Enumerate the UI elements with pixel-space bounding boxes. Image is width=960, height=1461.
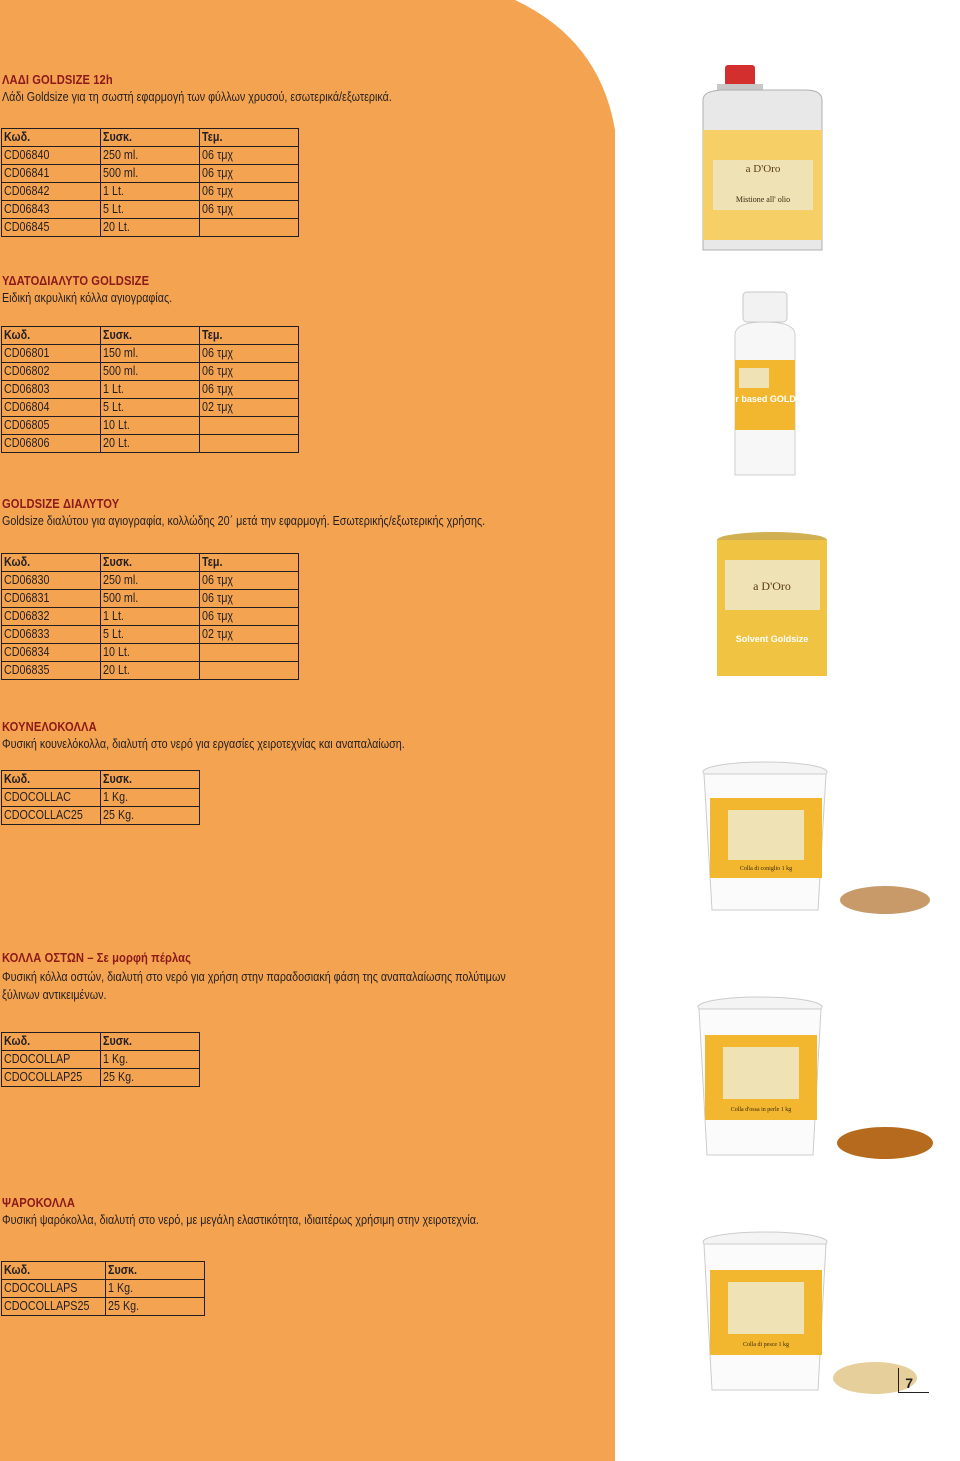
table-row: CD06835 20 Lt. — [2, 662, 299, 680]
product-table: Κωδ. Συσκ. Τεμ. CD06840 250 ml. 06 τμχ CD06841 500 ml. 06 τμχ CD06842 1 Lt. 06 τμχ CD06843 5 Lt. 06 τμχ CD06845 20 Lt. — [1, 128, 299, 237]
bottle-image — [714, 290, 816, 480]
table-row: CD06832 1 Lt. 06 τμχ — [2, 608, 299, 626]
section-title: ΚΟΛΛΑ ΟΣΤΩΝ – Σε μορφή πέρλας — [2, 950, 191, 965]
table-row: CD06842 1 Lt. 06 τμχ — [2, 183, 299, 201]
section-fish-glue — [2, 1195, 557, 1227]
section-description: Φυσική κουνελόκολλα, διαλυτή στο νερό για εργασίες χειροτεχνίας και αναπαλαίωση. — [2, 737, 405, 751]
section-title: GOLDSIZE ΔΙΑΛΥΤΟΥ — [2, 496, 120, 511]
table-row: CDOCOLLAPS 1 Kg. — [2, 1280, 205, 1298]
bucket-bone-glue-image — [695, 995, 945, 1165]
section-description: Λάδι Goldsize για τη σωστή εφαρμογή των φύλλων χρυσού, εσωτερικά/εξωτερικά. — [2, 90, 392, 104]
section-description: Φυσική ψαρόκολλα, διαλυτή στο νερό, με μεγάλη ελαστικότητα, ιδιαιτέρως χρήσιμη στην χειροτεχνία. — [2, 1213, 479, 1227]
table-row: CDOCOLLAC 1 Kg. — [2, 789, 200, 807]
table-row: CD06806 20 Lt. — [2, 435, 299, 453]
bottle-label: Water based GOLDSIZE — [714, 394, 816, 404]
table-row: CD06841 500 ml. 06 τμχ — [2, 165, 299, 183]
section-bone-glue — [2, 950, 602, 1004]
section-goldsize-oil — [2, 72, 455, 104]
table-row: CD06834 10 Lt. — [2, 644, 299, 662]
product-table: Κωδ. Συσκ. Τεμ. CD06830 250 ml. 06 τμχ CD06831 500 ml. 06 τμχ CD06832 1 Lt. 06 τμχ CD06833 5 Lt. 02 τμχ CD06834 10 Lt. CD06835 20 Lt. — [1, 553, 299, 680]
table-row: CD06845 20 Lt. — [2, 219, 299, 237]
can-brand: a D'Oro — [745, 163, 781, 175]
table-row: CD06805 10 Lt. — [2, 417, 299, 435]
table-row: CD06803 1 Lt. 06 τμχ — [2, 381, 299, 399]
section-description: Φυσική κόλλα οστών, διαλυτή στο νερό για χρήση στην παραδοσιακή φάση της αναπαλαίωσης πολύτιμων ξύλινων αντικειμένων. — [2, 970, 506, 1002]
section-description: Goldsize διαλύτου για αγιογραφία, κολλώδης 20΄ μετά την εφαρμογή. Εσωτερικής/εξωτερικής χρήσης. — [2, 514, 486, 528]
tin-image — [715, 530, 830, 680]
svg-text:a D'Oro: a D'Oro — [753, 579, 791, 593]
product-table: Κωδ. Συσκ. CDOCOLLAPS 1 Kg. CDOCOLLAPS25 25 Kg. — [1, 1261, 205, 1316]
table-row: CD06831 500 ml. 06 τμχ — [2, 590, 299, 608]
bucket-rabbit-glue-image — [700, 760, 940, 920]
table-row: CD06801 150 ml. 06 τμχ — [2, 345, 299, 363]
table-row: CD06830 250 ml. 06 τμχ — [2, 572, 299, 590]
section-description: Ειδική ακρυλική κόλλα αγιογραφίας. — [2, 291, 173, 305]
table-row: CD06843 5 Lt. 06 τμχ — [2, 201, 299, 219]
oil-can-image — [695, 60, 830, 260]
product-table: Κωδ. Συσκ. Τεμ. CD06801 150 ml. 06 τμχ CD06802 500 ml. 06 τμχ CD06803 1 Lt. 06 τμχ CD06804 5 Lt. 02 τμχ CD06805 10 Lt. CD06806 20 Lt. — [1, 326, 299, 453]
page-number: 7 — [898, 1368, 929, 1393]
table-row: CDOCOLLAC25 25 Kg. — [2, 807, 200, 825]
product-table: Κωδ. Συσκ. CDOCOLLAC 1 Kg. CDOCOLLAC25 25 Kg. — [1, 770, 200, 825]
section-water-goldsize — [2, 273, 200, 305]
can-sub: Mistione all' olio — [735, 195, 791, 204]
svg-text:Colla di coniglio 1 kg: Colla di coniglio 1 kg — [739, 866, 793, 872]
table-row: CDOCOLLAPS25 25 Kg. — [2, 1298, 205, 1316]
svg-text:Colla d'ossa in perle 1 kg: Colla d'ossa in perle 1 kg — [730, 1107, 792, 1113]
table-row: CD06840 250 ml. 06 τμχ — [2, 147, 299, 165]
table-row: CD06804 5 Lt. 02 τμχ — [2, 399, 299, 417]
section-title: ΚΟΥΝΕΛΟΚΟΛΛΑ — [2, 719, 97, 734]
table-row: CDOCOLLAP25 25 Kg. — [2, 1069, 200, 1087]
tin-label: Solvent Goldsize — [735, 634, 809, 644]
product-table: Κωδ. Συσκ. CDOCOLLAP 1 Kg. CDOCOLLAP25 25 Kg. — [1, 1032, 200, 1087]
table-row: CD06833 5 Lt. 02 τμχ — [2, 626, 299, 644]
section-title: ΥΔΑΤΟΔΙΑΛΥΤΟ GOLDSIZE — [2, 273, 150, 288]
section-title: ΨΑΡΟΚΟΛΛΑ — [2, 1195, 75, 1210]
table-row: CD06802 500 ml. 06 τμχ — [2, 363, 299, 381]
section-solvent-goldsize — [2, 496, 564, 528]
section-title: ΛΑΔΙ GOLDSIZE 12h — [2, 72, 113, 87]
section-rabbit-glue — [2, 719, 470, 751]
table-row: CDOCOLLAP 1 Kg. — [2, 1051, 200, 1069]
svg-text:Colla di pesce 1 kg: Colla di pesce 1 kg — [743, 1342, 789, 1348]
